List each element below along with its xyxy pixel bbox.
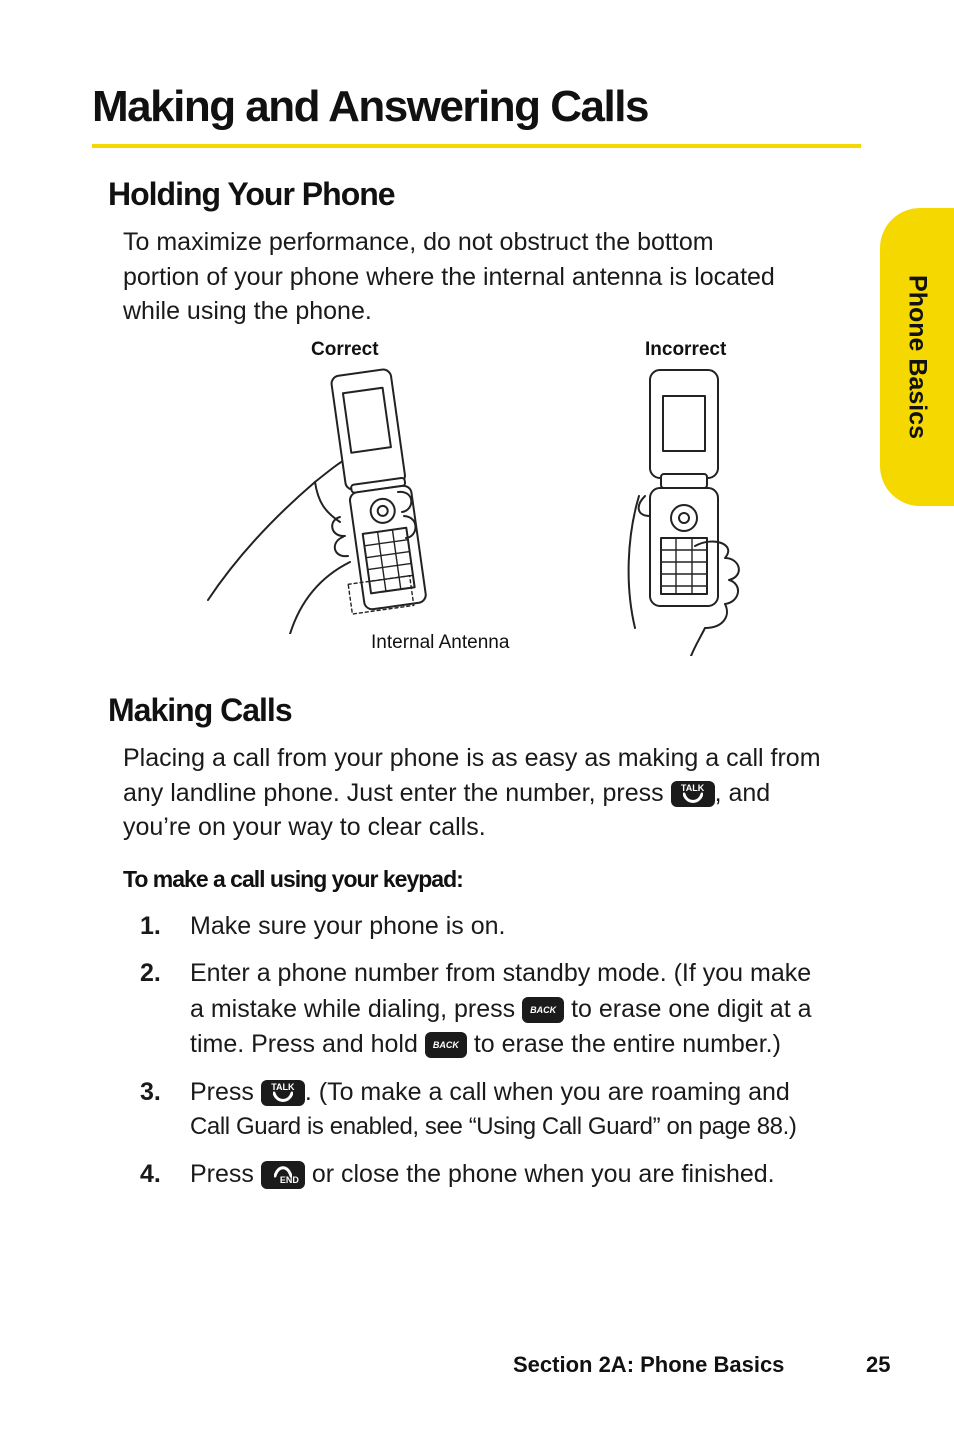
intro-line-2: any landline phone. Just enter the number, press TALK , and xyxy=(123,778,771,807)
holding-line-3: while using the phone. xyxy=(123,297,372,325)
title-rule xyxy=(92,144,861,148)
antenna-label: Internal Antenna xyxy=(371,632,510,653)
correct-label: Correct xyxy=(311,339,379,360)
talk-key-icon: TALK xyxy=(671,781,715,807)
correct-hold-illustration xyxy=(200,362,430,634)
step-text: Make sure your phone is on. xyxy=(190,912,506,940)
holding-line-2: portion of your phone where the internal antenna is located xyxy=(123,262,775,291)
making-intro xyxy=(123,741,863,845)
holding-heading: Holding Your Phone xyxy=(108,176,395,212)
back-key-icon: BACK xyxy=(425,1032,467,1058)
keypad-subheading: To make a call using your keypad: xyxy=(123,866,463,892)
end-key-icon: END xyxy=(261,1161,305,1189)
incorrect-label: Incorrect xyxy=(645,339,727,360)
making-heading: Making Calls xyxy=(108,692,292,728)
step-number: 1. xyxy=(140,912,161,940)
page-number: 25 xyxy=(866,1352,891,1377)
incorrect-hold-illustration xyxy=(625,366,750,656)
holding-line-1: To maximize performance, do not obstruct the bottom xyxy=(123,228,714,256)
side-tab xyxy=(880,208,954,506)
step-number: 2. xyxy=(140,959,161,987)
intro-line-1: Placing a call from your phone is as easy as making a call from xyxy=(123,744,821,772)
back-key-icon: BACK xyxy=(522,997,564,1023)
page-title: Making and Answering Calls xyxy=(92,82,648,131)
step-number: 3. xyxy=(140,1078,161,1106)
intro-line-3: you’re on your way to clear calls. xyxy=(123,813,486,841)
footer-section: Section 2A: Phone Basics xyxy=(513,1352,785,1377)
holding-paragraph xyxy=(123,225,775,329)
talk-key-icon: TALK xyxy=(261,1080,305,1106)
step-number: 4. xyxy=(140,1160,161,1188)
side-tab-label: Phone Basics xyxy=(903,275,932,439)
